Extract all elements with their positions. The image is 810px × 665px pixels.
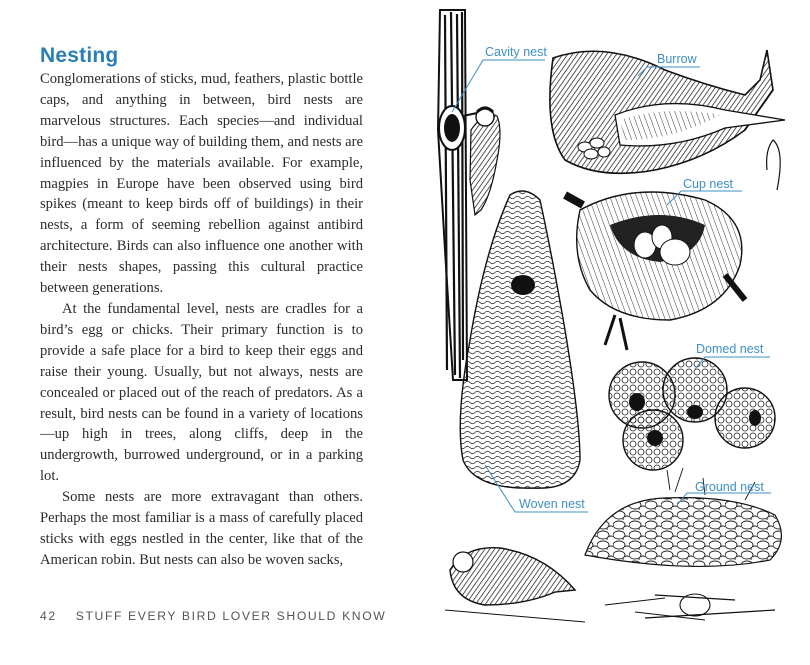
woodpecker-drawing	[463, 108, 500, 215]
label-domed-nest: Domed nest	[696, 342, 764, 356]
body-text	[40, 69, 363, 571]
domed-nest-drawing	[609, 358, 775, 470]
label-burrow: Burrow	[657, 52, 697, 66]
paragraph-3: Some nests are more extravagant than others. Perhaps the most familiar is a mass of carefully placed sticks with eggs nestled in the center, like that of the American robin. But nests can also be woven sacks,	[40, 489, 363, 568]
paragraph-1: Conglomerations of sticks, mud, feathers, plastic bottle caps, and anything in between, bird nests are marvelous structures. Each species—and individual bird—has a unique way of building them, and nests are influenced by the materials available. For example, magpies in Europe have been observed using bird spikes (meant to keep birds off of buildings) in their nests, a form of seeming rebellion against antibird architecture. Birds can also influence one another with their nests shapes, passing this cultural practice between generations.	[40, 71, 363, 297]
paragraph-2: At the fundamental level, nests are cradles for a bird’s egg or chicks. Their primary function is to provide a safe place for a bird to keep their eggs and raise their young. Usually, but not always, nests are concealed or placed out of the reach of predators. As a result, bird nests can be found in a variety of locations—up high in trees, along cliffs, deep in the undergrowth, burrowed underground, or in a parking lot.	[40, 300, 363, 485]
label-ground-nest: Ground nest	[695, 480, 764, 494]
label-woven-nest: Woven nest	[519, 497, 585, 511]
tree-trunk-cavity-drawing	[438, 10, 467, 380]
burrow-drawing	[550, 50, 785, 190]
page-number: 42	[40, 609, 57, 623]
running-footer	[40, 609, 386, 623]
woven-nest-drawing	[460, 191, 580, 488]
section-heading: Nesting	[40, 44, 119, 67]
book-title: STUFF EVERY BIRD LOVER SHOULD KNOW	[75, 609, 387, 623]
cup-nest-drawing	[565, 192, 745, 350]
label-cup-nest: Cup nest	[683, 177, 734, 191]
right-page	[405, 0, 810, 665]
label-cavity-nest: Cavity nest	[485, 45, 547, 59]
nest-illustration	[405, 0, 810, 665]
